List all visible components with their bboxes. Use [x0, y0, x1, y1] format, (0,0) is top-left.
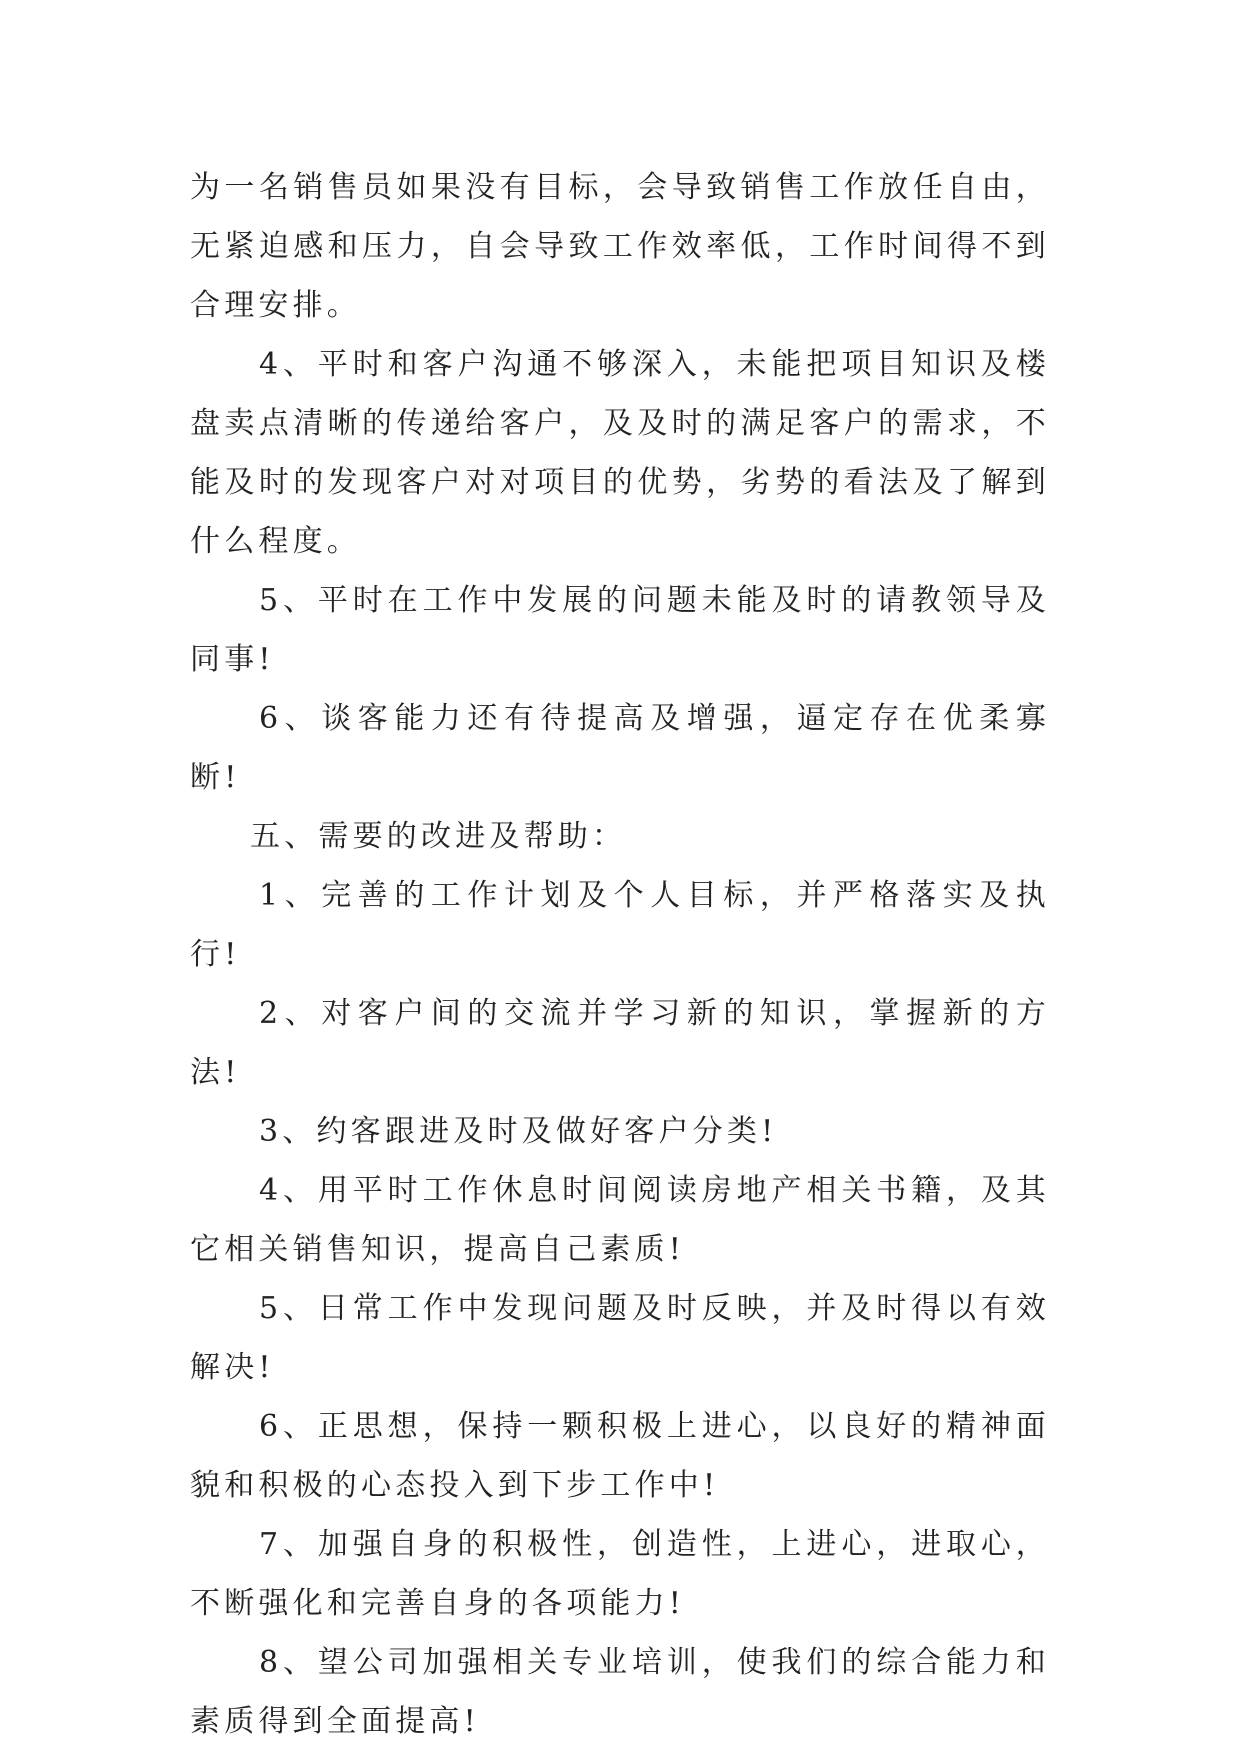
- improvement-item-8: 8、望公司加强相关专业培训，使我们的综合能力和素质得到全面提高!: [190, 1645, 1050, 1739]
- improvement-item-3: 3、约客跟进及时及做好客户分类!: [259, 1114, 778, 1149]
- document-body: [190, 158, 1050, 1751]
- improvement-item-2: 2、对客户间的交流并学习新的知识，掌握新的方法!: [190, 996, 1050, 1090]
- paragraph-continuation: 为一名销售员如果没有目标，会导致销售工作放任自由，无紧迫感和压力，自会导致工作效率低，工作时间得不到合理安排。: [190, 170, 1050, 323]
- paragraph-item-5-consult: 5、平时在工作中发展的问题未能及时的请教领导及同事!: [190, 583, 1050, 677]
- paragraph-item-6-negotiation: 6、谈客能力还有待提高及增强，逼定存在优柔寡断!: [190, 701, 1050, 795]
- improvement-item-6: 6、正思想，保持一颗积极上进心，以良好的精神面貌和积极的心态投入到下步工作中!: [190, 1409, 1050, 1503]
- improvement-item-7: 7、加强自身的积极性，创造性，上进心，进取心，不断强化和完善自身的各项能力!: [190, 1527, 1050, 1621]
- paragraph-item-4-communication: 4、平时和客户沟通不够深入，未能把项目知识及楼盘卖点清晰的传递给客户，及及时的满足客户的需求，不能及时的发现客户对对项目的优势，劣势的看法及了解到什么程度。: [190, 347, 1050, 559]
- improvement-item-5: 5、日常工作中发现问题及时反映，并及时得以有效解决!: [190, 1291, 1050, 1385]
- section-heading-improvements: 五、需要的改进及帮助：: [250, 819, 627, 854]
- improvement-item-4: 4、用平时工作休息时间阅读房地产相关书籍，及其它相关销售知识，提高自己素质!: [190, 1173, 1050, 1267]
- improvement-item-1: 1、完善的工作计划及个人目标，并严格落实及执行!: [190, 878, 1050, 972]
